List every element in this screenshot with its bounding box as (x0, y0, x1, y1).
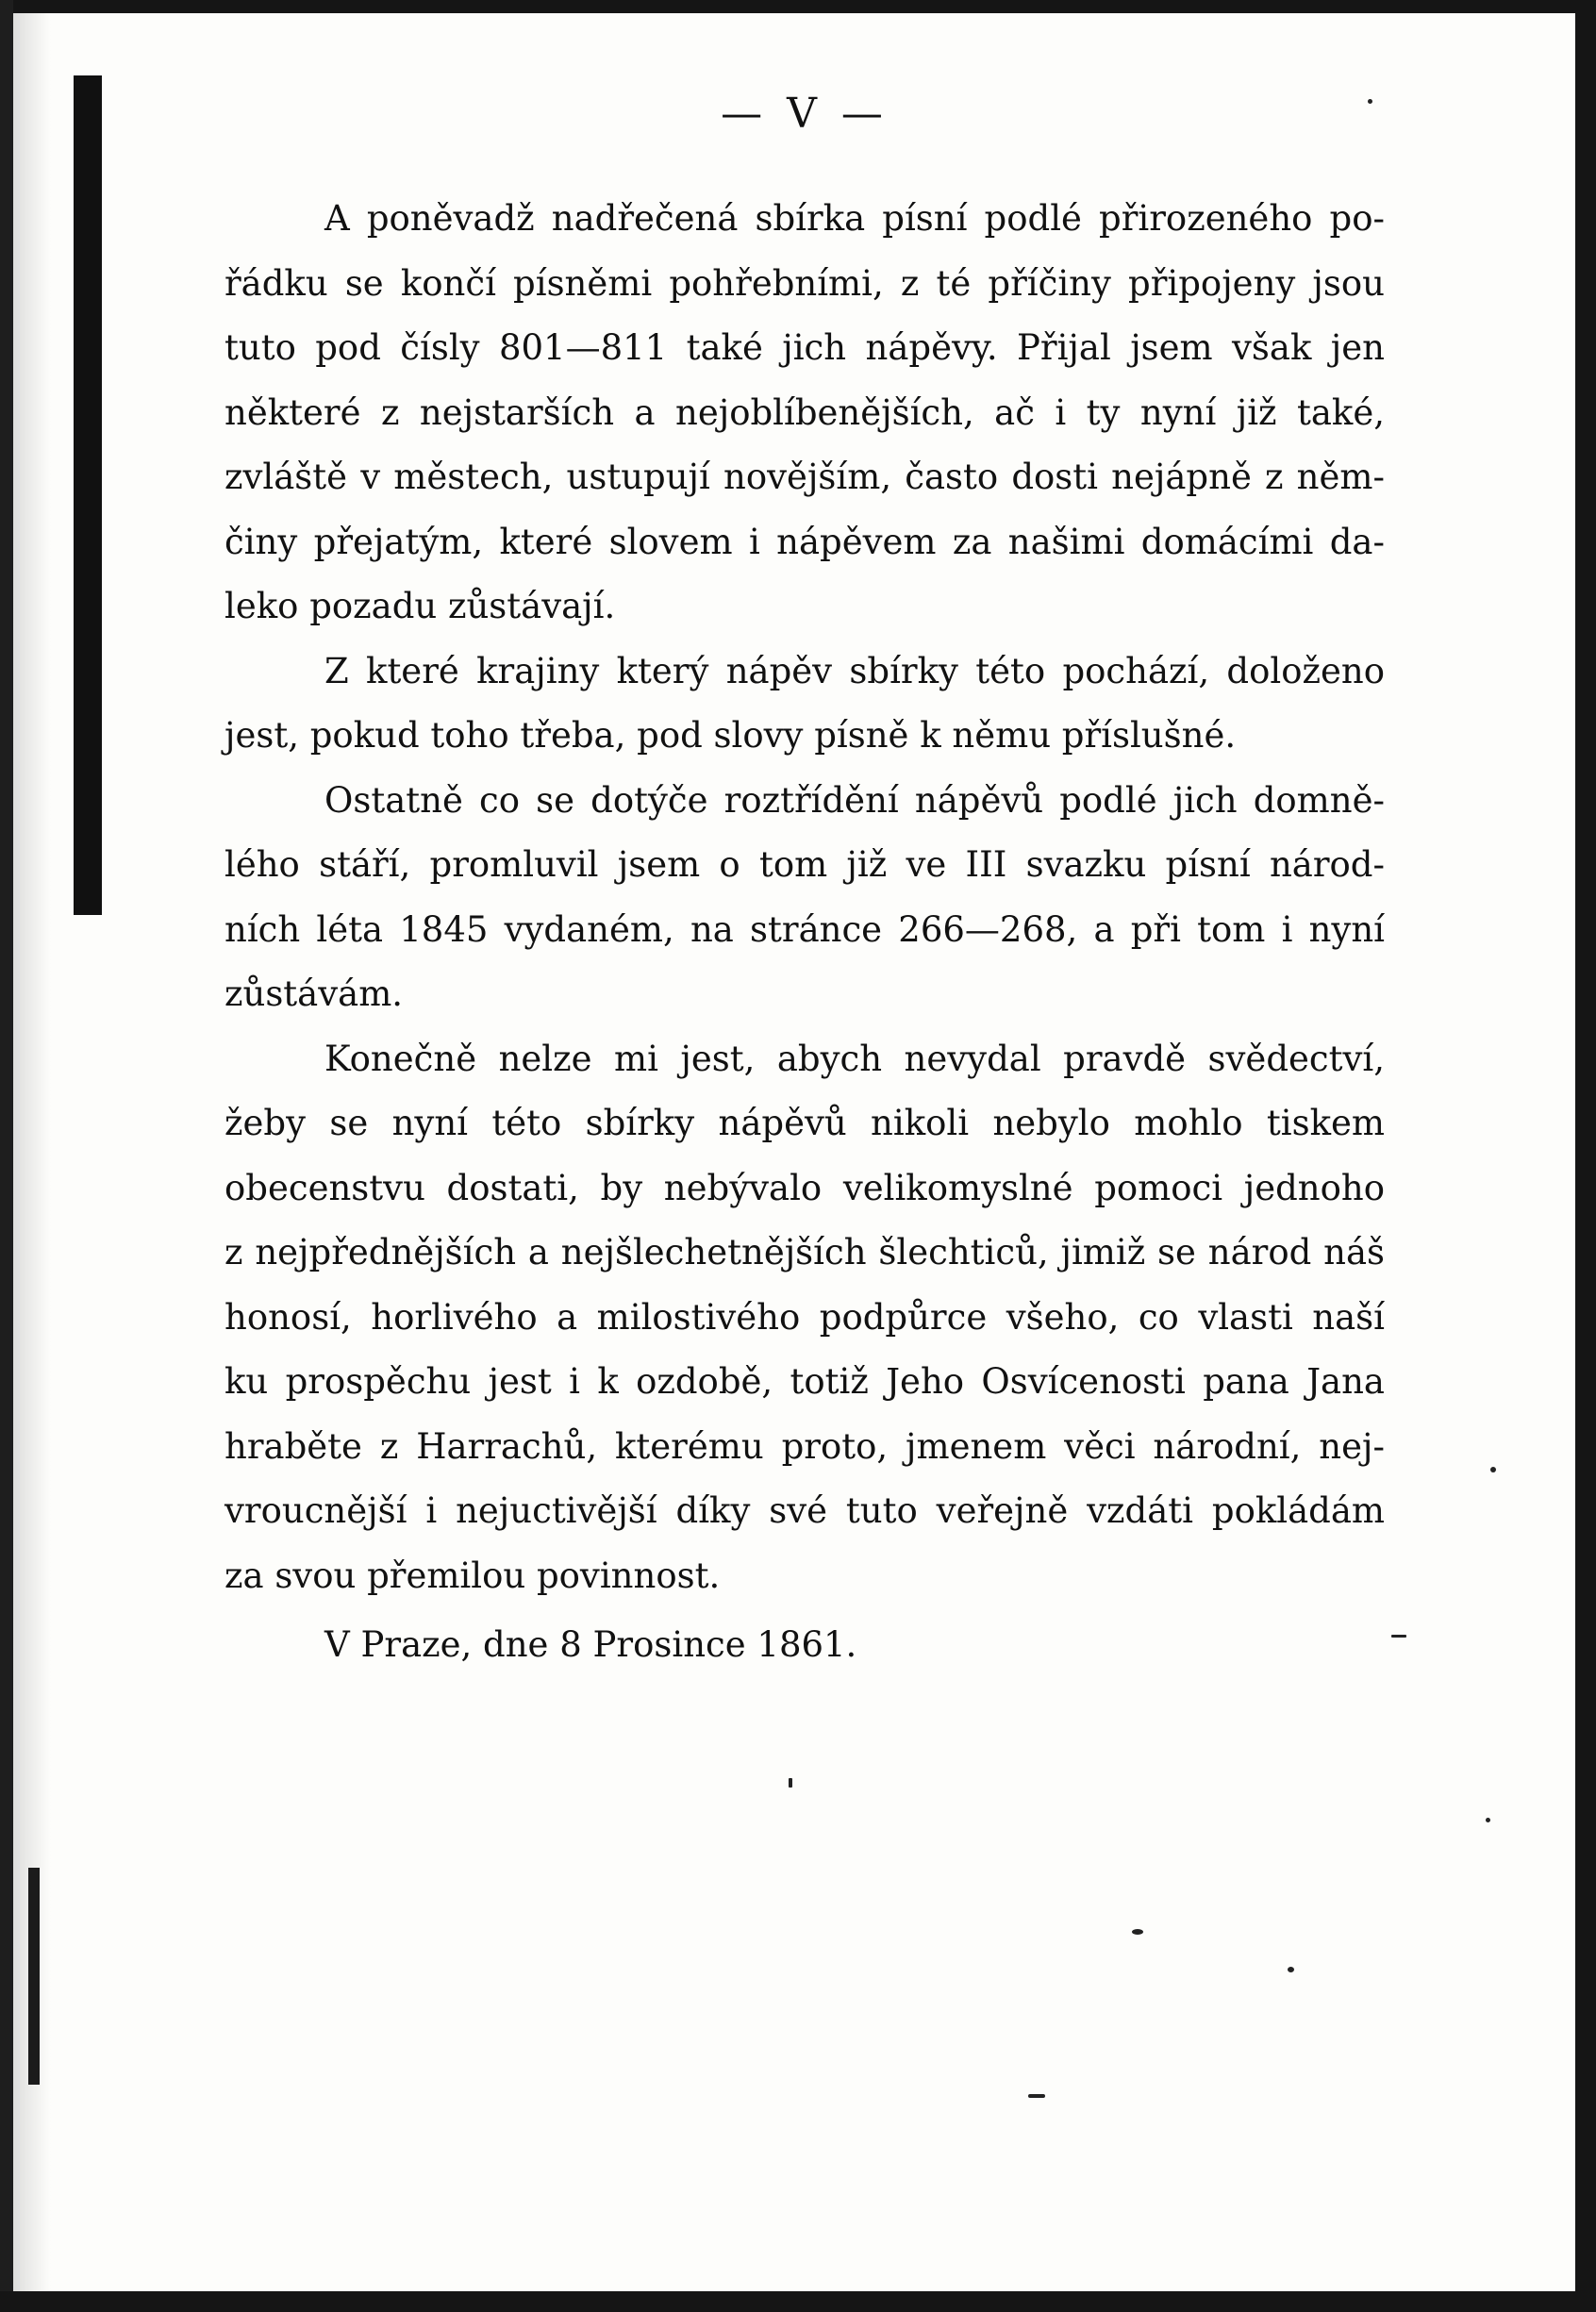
text-line: lého stáří, promluvil jsem o tom již ve III svazku písní národ- (224, 844, 1385, 885)
paragraph-1 (224, 187, 1385, 640)
binding-spine (74, 75, 102, 915)
text-line: vroucnější i nejuctivější díky své tuto veřejně vzdáti pokládám (224, 1490, 1385, 1531)
scan-speck (789, 1778, 792, 1788)
scan-border-left (0, 0, 13, 2312)
text-line: obecenstvu dostati, by nebývalo velikomyslné pomoci jednoho (224, 1167, 1385, 1208)
scan-border-bottom (0, 2291, 1596, 2312)
text-line: hraběte z Harrachů, kterému proto, jmenem věci národní, nej- (224, 1425, 1385, 1467)
text-line: leko pozadu zůstávají. (224, 586, 616, 626)
text-line: některé z nejstarších a nejoblíbenějších, ač i ty nyní již také, (224, 391, 1385, 433)
text-line: Z které krajiny který nápěv sbírky této pochází, doloženo (324, 650, 1385, 691)
text-line: činy přejatým, které slovem i nápěvem za našimi domácími da- (224, 521, 1385, 562)
scan-speck (1486, 1818, 1490, 1822)
scan-border-right (1575, 0, 1596, 2312)
text-line: Konečně nelze mi jest, abych nevydal pravdě svědectví, (324, 1038, 1385, 1079)
paragraph-3 (224, 769, 1385, 1027)
text-line: za svou přemilou povinnost. (224, 1555, 721, 1596)
scan-speck (1288, 1967, 1294, 1972)
text-line: řádku se končí písněmi pohřebními, z té příčiny připojeny jsou (224, 262, 1385, 304)
scan-speck (1132, 1929, 1143, 1935)
scan-speck (1490, 1467, 1496, 1472)
text-line: honosí, horlivého a milostivého podpůrce všeho, co vlasti naší (224, 1296, 1385, 1338)
scan-speck (1391, 1635, 1406, 1638)
paragraph-2 (224, 640, 1385, 769)
text-line: ních léta 1845 vydaném, na stránce 266—268, a při tom i nyní (224, 908, 1385, 950)
text-line: Ostatně co se dotýče roztřídění nápěvů podlé jich domně- (324, 779, 1385, 821)
text-line: A poněvadž nadřečená sbírka písní podlé přirozeného po- (324, 198, 1385, 239)
text-line: ku prospěchu jest i k ozdobě, totiž Jeho Osvícenosti pana Jana (224, 1361, 1385, 1402)
text-line: žeby se nyní této sbírky nápěvů nikoli nebylo mohlo tiskem (224, 1103, 1385, 1143)
paragraph-4 (224, 1027, 1385, 1609)
page-text (224, 90, 1385, 1678)
text-line: z nejpřednějších a nejšlechetnějších šlechticů, jimiž se národ náš (224, 1232, 1385, 1272)
date-signature: V Praze, dne 8 Prosince 1861. (324, 1624, 857, 1665)
binding-spine-lower (28, 1868, 40, 2085)
text-line: zůstávám. (224, 973, 404, 1014)
text-line: tuto pod čísly 801—811 také jich nápěvy. Přijal jsem však jen (224, 327, 1385, 368)
scan-speck (1028, 2094, 1045, 2098)
page-folio: — V — (721, 90, 889, 138)
text-line: zvláště v městech, ustupují novějším, často dosti nejápně z něm- (224, 457, 1385, 497)
text-line: jest, pokud toho třeba, pod slovy písně k němu příslušné. (224, 715, 1237, 756)
scan-border-top (0, 0, 1596, 13)
